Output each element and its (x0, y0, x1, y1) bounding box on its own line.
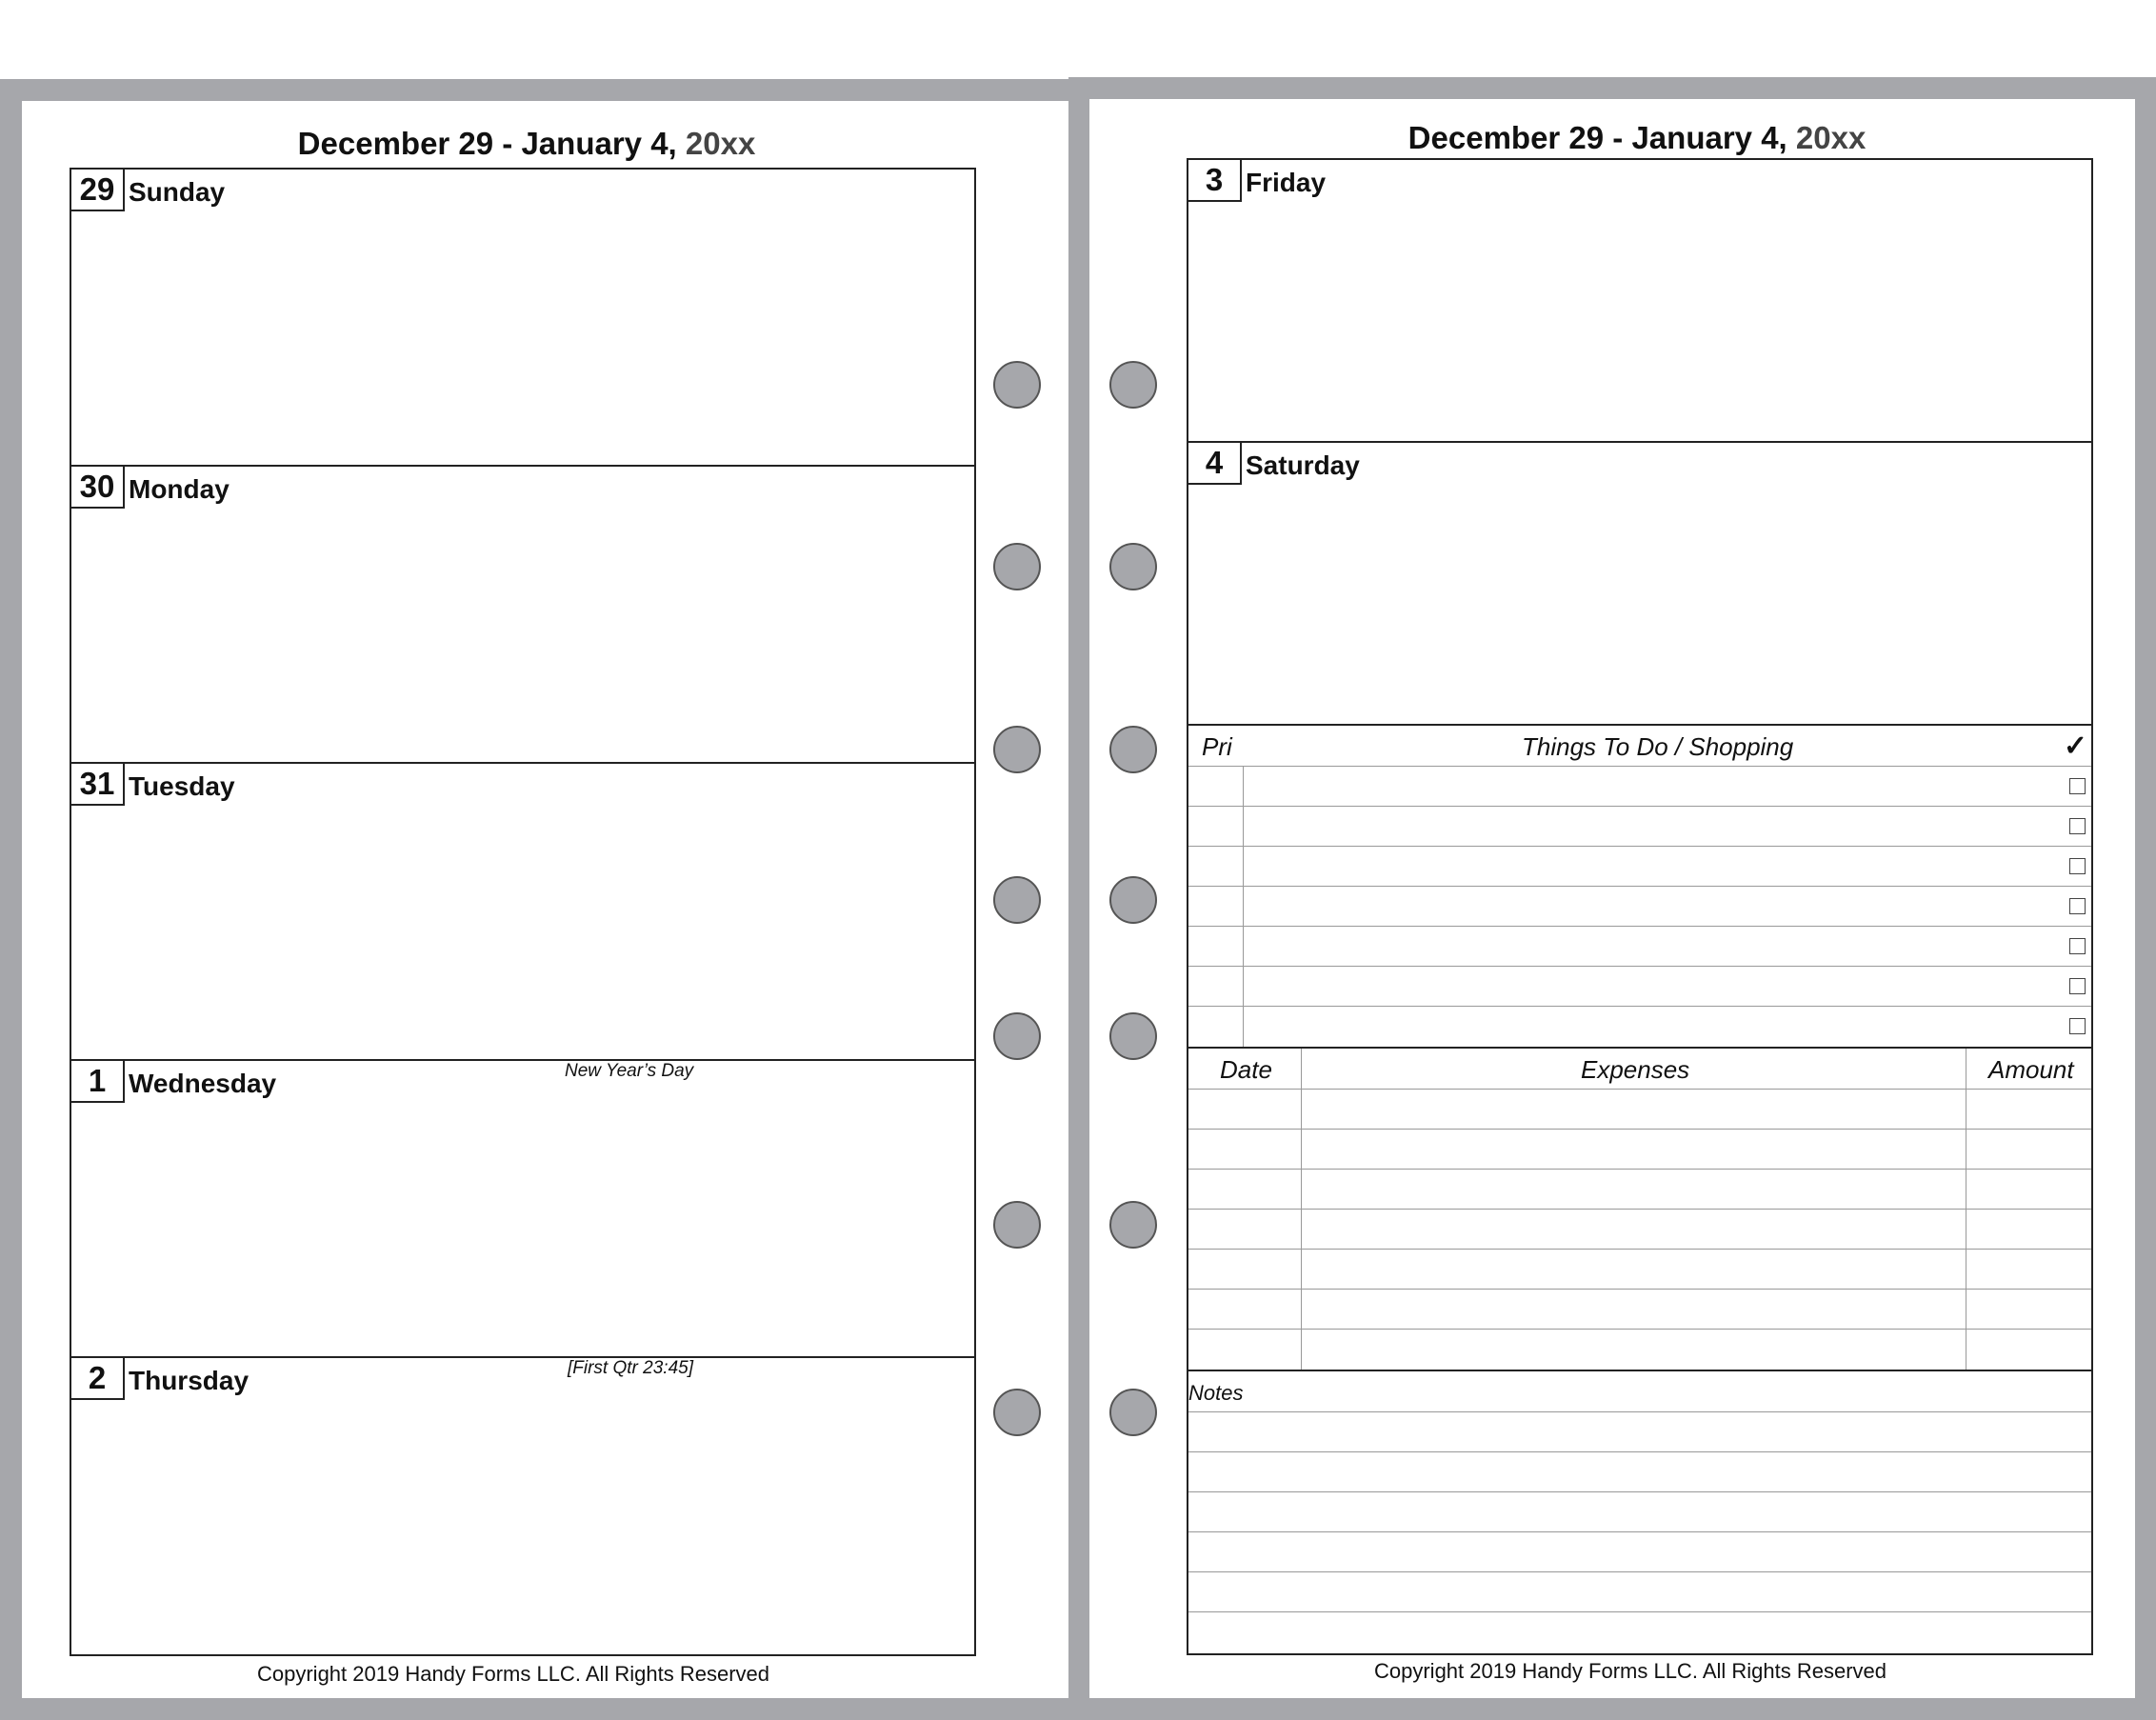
notes-line[interactable] (1188, 1451, 2091, 1452)
notes-line[interactable] (1188, 1611, 2091, 1612)
day-block-monday[interactable] (71, 467, 974, 764)
todo-row[interactable] (1188, 846, 2091, 847)
left-title-year: 20xx (685, 126, 756, 161)
todo-header: Things To Do / Shopping (1522, 732, 1794, 761)
todo-row[interactable] (1188, 766, 2091, 767)
check-icon: ✓ (2063, 730, 2087, 762)
day-name: Monday (129, 474, 230, 504)
day-name: Tuesday (129, 771, 235, 801)
day-number: 1 (70, 1059, 125, 1103)
left-page (22, 101, 1068, 1698)
checkbox-icon[interactable] (2069, 978, 2086, 994)
todo-row[interactable] (1188, 886, 2091, 887)
checkbox-icon[interactable] (2069, 858, 2086, 874)
day-name: Saturday (1246, 450, 1360, 480)
todo-row[interactable] (1188, 1006, 2091, 1007)
right-copyright: Copyright 2019 Handy Forms LLC. All Rights Reserved (1374, 1659, 1887, 1683)
todo-pri-header: Pri (1202, 732, 1232, 761)
day-number: 2 (70, 1356, 125, 1400)
binder-hole-icon (1109, 876, 1157, 924)
expense-row[interactable] (1188, 1289, 2091, 1290)
day-number: 30 (70, 465, 125, 509)
binder-hole-icon (993, 543, 1041, 590)
day-name: Friday (1246, 168, 1327, 197)
binder-hole-icon (1109, 1389, 1157, 1436)
day-block-tuesday[interactable] (71, 764, 974, 1061)
notes-line[interactable] (1188, 1411, 2091, 1412)
left-title-dates: December 29 - January 4, (297, 126, 677, 161)
checkbox-icon[interactable] (2069, 1018, 2086, 1034)
binder-hole-icon (1109, 1201, 1157, 1249)
binder-hole-icon (993, 726, 1041, 773)
left-days-box (70, 168, 976, 1656)
binder-hole-icon (993, 1389, 1041, 1436)
expense-row[interactable] (1188, 1249, 2091, 1250)
notes-line[interactable] (1188, 1491, 2091, 1492)
right-title-dates: December 29 - January 4, (1407, 120, 1787, 155)
todo-row[interactable] (1188, 966, 2091, 967)
expense-row[interactable] (1188, 1129, 2091, 1130)
moon-phase-note: [First Qtr 23:45] (568, 1358, 693, 1378)
day-number: 29 (70, 168, 125, 211)
binder-hole-icon (993, 876, 1041, 924)
expenses-amount-header: Amount (1988, 1055, 2074, 1084)
notes-line[interactable] (1188, 1571, 2091, 1572)
expense-row[interactable] (1188, 1169, 2091, 1170)
day-number: 31 (70, 762, 125, 806)
checkbox-icon[interactable] (2069, 898, 2086, 914)
notes-label: Notes (1188, 1381, 1244, 1405)
notes-line[interactable] (1188, 1531, 2091, 1532)
expenses-date-header: Date (1220, 1055, 1272, 1084)
day-block-sunday[interactable] (71, 170, 974, 467)
checkbox-icon[interactable] (2069, 938, 2086, 954)
day-name: Thursday (129, 1366, 250, 1395)
todo-row[interactable] (1188, 926, 2091, 927)
day-block-saturday[interactable] (1188, 443, 2091, 726)
left-copyright: Copyright 2019 Handy Forms LLC. All Rights Reserved (257, 1662, 770, 1686)
todo-section (1188, 726, 2091, 1049)
binder-hole-icon (1109, 361, 1157, 409)
day-name: Sunday (129, 177, 226, 207)
day-number: 4 (1187, 441, 1242, 485)
checkbox-icon[interactable] (2069, 778, 2086, 794)
left-page-title (22, 126, 1031, 162)
day-name: Wednesday (129, 1069, 277, 1098)
expense-row[interactable] (1188, 1329, 2091, 1330)
day-number: 3 (1187, 158, 1242, 202)
binder-hole-icon (993, 361, 1041, 409)
day-block-thursday[interactable] (71, 1358, 974, 1654)
expense-row[interactable] (1188, 1089, 2091, 1090)
right-page-title (1089, 120, 2156, 156)
binder-hole-icon (993, 1012, 1041, 1060)
notes-section (1188, 1371, 2091, 1653)
right-content-box (1187, 158, 2093, 1655)
binder-hole-icon (1109, 726, 1157, 773)
day-block-friday[interactable] (1188, 160, 2091, 443)
right-page (1089, 99, 2135, 1698)
expenses-section (1188, 1049, 2091, 1371)
todo-pri-divider (1243, 766, 1244, 1047)
todo-row[interactable] (1188, 806, 2091, 807)
checkbox-icon[interactable] (2069, 818, 2086, 834)
binder-hole-icon (993, 1201, 1041, 1249)
binder-hole-icon (1109, 543, 1157, 590)
binder-hole-icon (1109, 1012, 1157, 1060)
day-block-wednesday[interactable] (71, 1061, 974, 1358)
expenses-header: Expenses (1581, 1055, 1690, 1084)
right-title-year: 20xx (1795, 120, 1867, 155)
expense-row[interactable] (1188, 1209, 2091, 1210)
holiday-note: New Year’s Day (565, 1061, 694, 1081)
